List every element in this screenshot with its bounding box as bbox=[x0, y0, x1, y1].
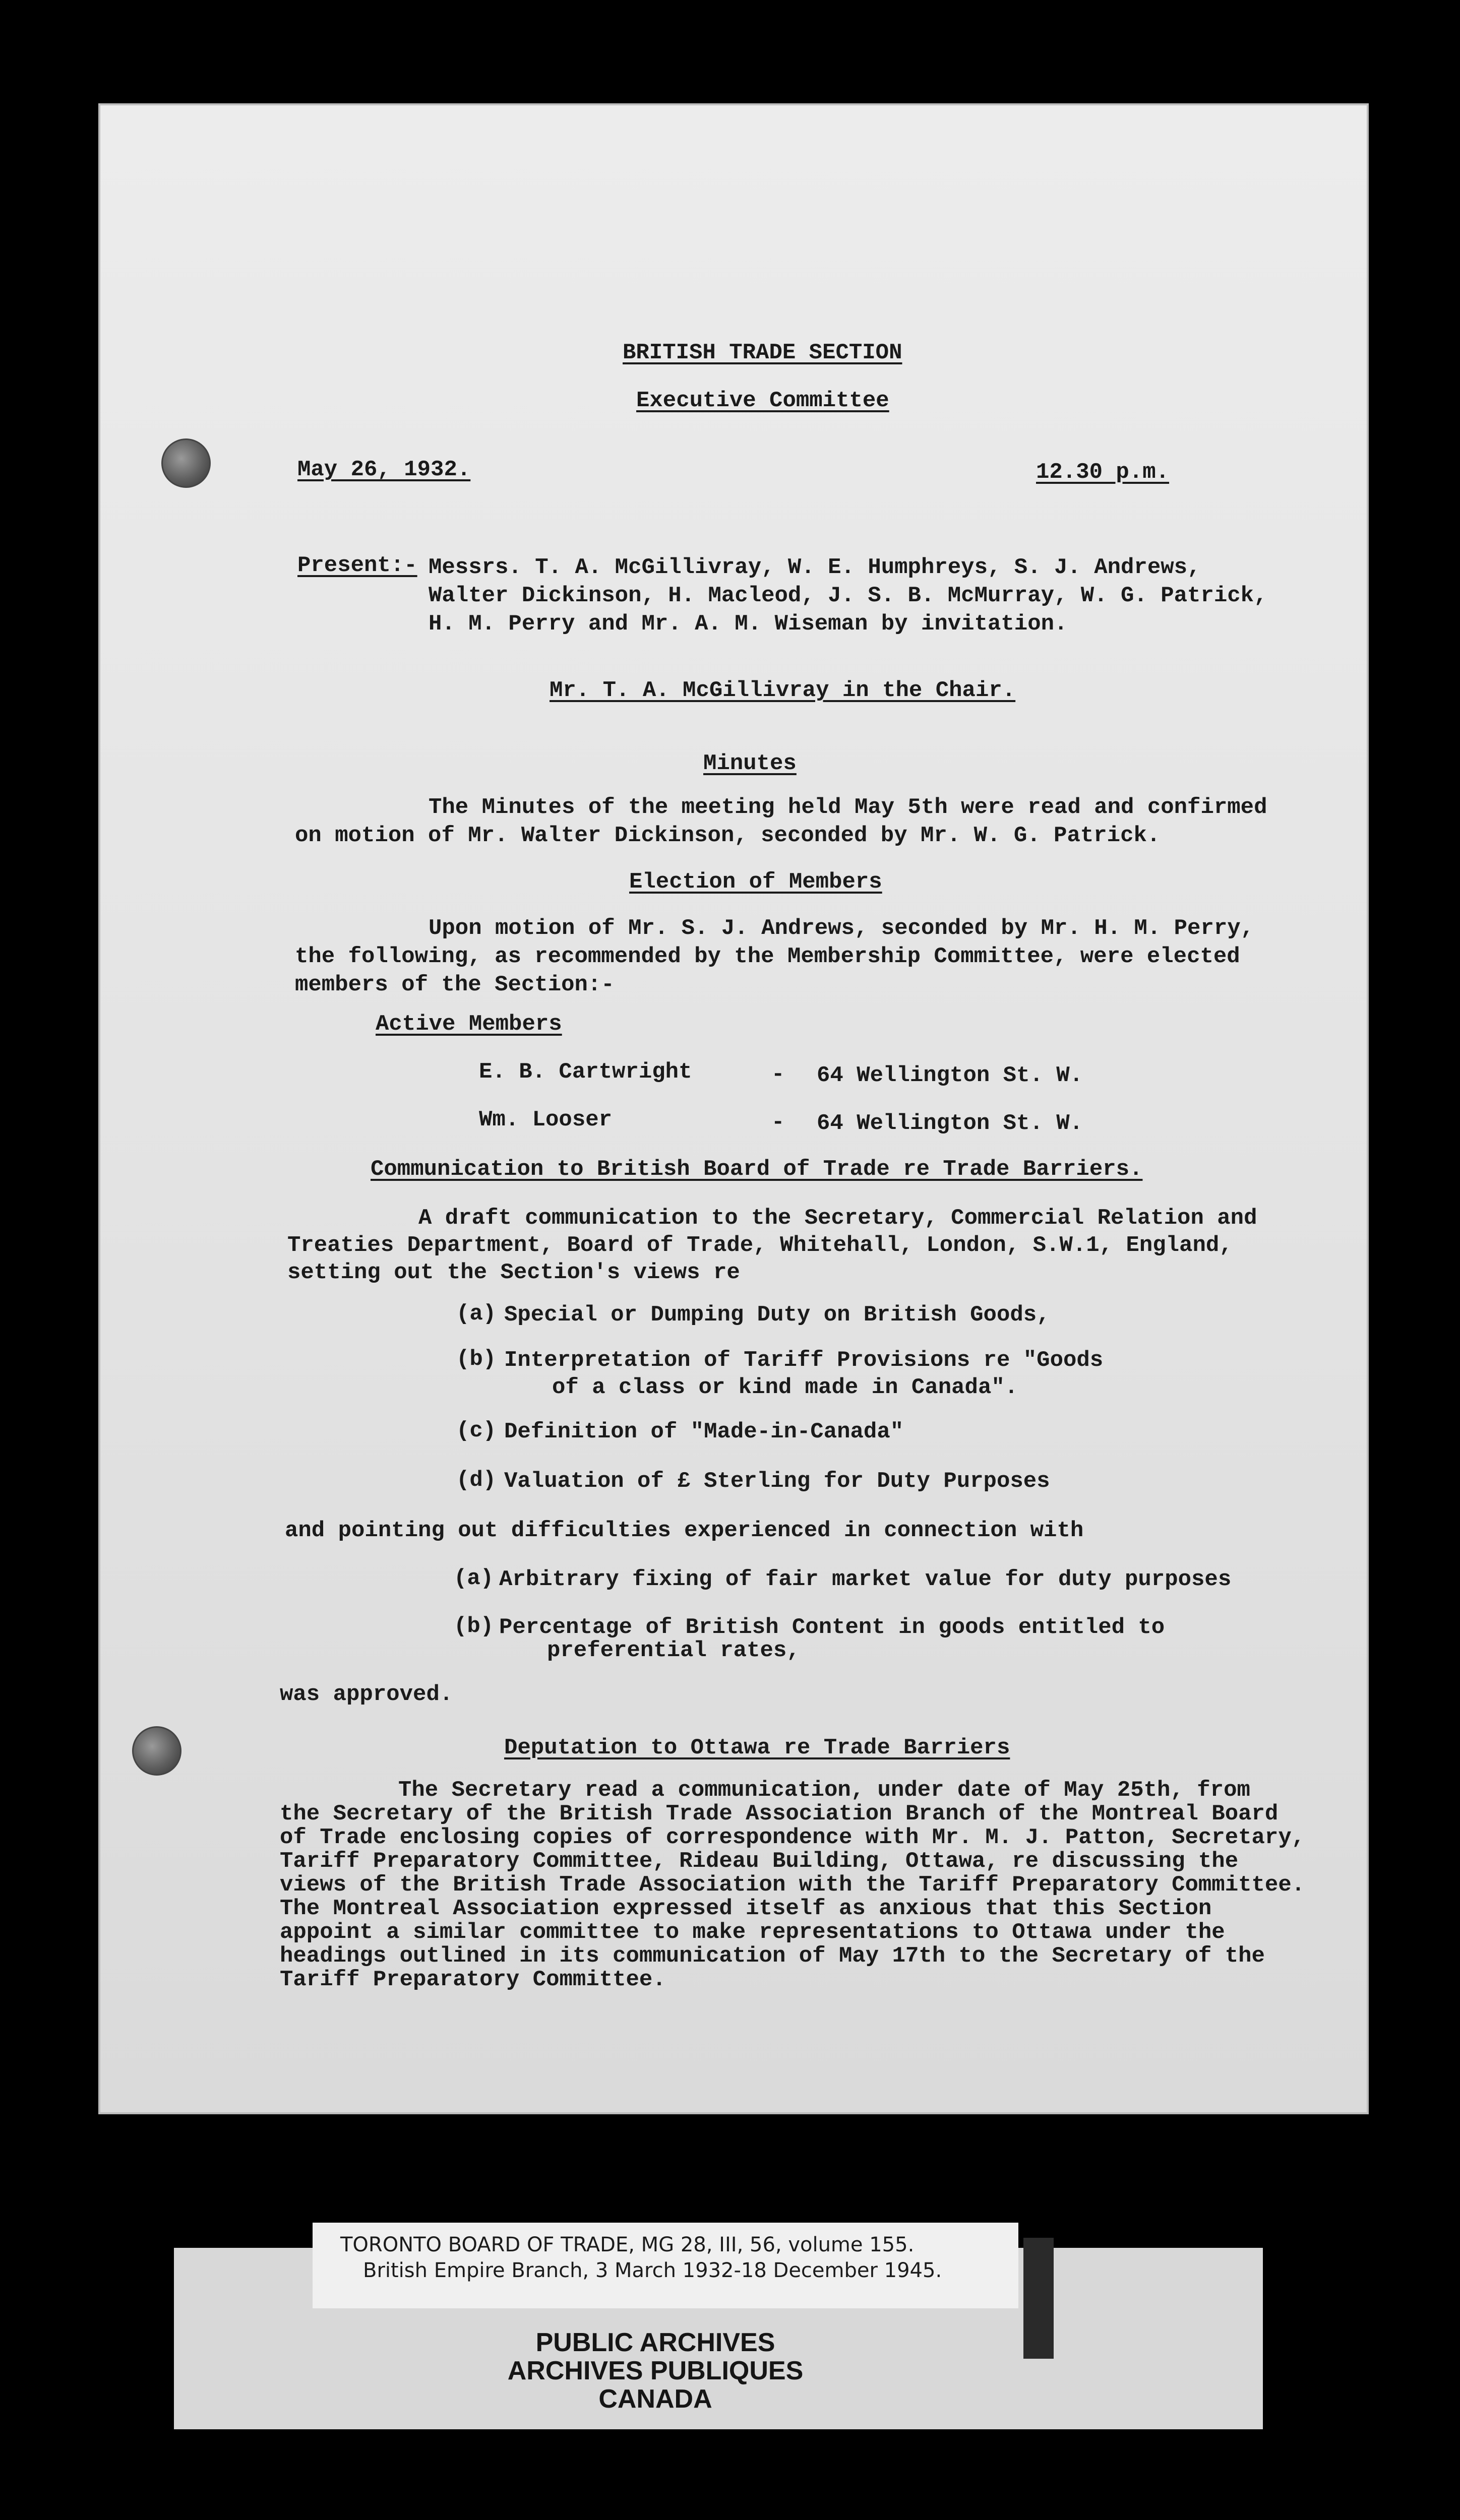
punch-hole bbox=[132, 1726, 181, 1776]
member-address: 64 Wellington St. W. bbox=[817, 1063, 1083, 1088]
deputation-line: the Secretary of the British Trade Association Branch of the Montreal Board bbox=[280, 1801, 1279, 1826]
member-dash: - bbox=[771, 1062, 785, 1087]
punch-hole bbox=[161, 438, 211, 488]
communication-line: setting out the Section's views re bbox=[287, 1260, 740, 1285]
communication-line: Treaties Department, Board of Trade, Whitehall, London, S.W.1, England, bbox=[287, 1233, 1233, 1258]
archive-reference-line: British Empire Branch, 3 March 1932-18 December 1945. bbox=[363, 2259, 942, 2282]
minutes-heading: Minutes bbox=[703, 751, 797, 776]
list-item-text: Arbitrary fixing of fair market value for duty purposes bbox=[499, 1567, 1232, 1592]
present-line: Walter Dickinson, H. Macleod, J. S. B. McMurray, W. G. Patrick, bbox=[429, 583, 1267, 608]
communication-heading: Communication to British Board of Trade re Trade Barriers. bbox=[371, 1157, 1143, 1182]
present-line: H. M. Perry and Mr. A. M. Wiseman by invitation. bbox=[429, 611, 1068, 637]
member-address: 64 Wellington St. W. bbox=[817, 1111, 1083, 1136]
active-members-heading: Active Members bbox=[376, 1012, 562, 1037]
list-item-text: Interpretation of Tariff Provisions re "Goods bbox=[504, 1348, 1104, 1373]
member-dash: - bbox=[771, 1110, 785, 1135]
pointing-out-line: and pointing out difficulties experienced in connection with bbox=[285, 1518, 1084, 1543]
archives-stamp-line: CANADA bbox=[598, 2384, 712, 2414]
list-item-text: Percentage of British Content in goods entitled to bbox=[499, 1615, 1165, 1640]
present-label: Present:- bbox=[297, 553, 417, 578]
list-item-label: (a) bbox=[456, 1301, 497, 1327]
list-item-text: of a class or kind made in Canada". bbox=[552, 1375, 1018, 1400]
chair-heading: Mr. T. A. McGillivray in the Chair. bbox=[550, 678, 1016, 703]
member-name: Wm. Looser bbox=[479, 1107, 613, 1132]
present-line: Messrs. T. A. McGillivray, W. E. Humphreys, S. J. Andrews, bbox=[429, 555, 1201, 580]
deputation-line: The Secretary read a communication, under date of May 25th, from bbox=[398, 1778, 1250, 1803]
list-item-text: Special or Dumping Duty on British Goods, bbox=[504, 1302, 1050, 1328]
meeting-date: May 26, 1932. bbox=[297, 457, 471, 482]
archives-stamp-line: ARCHIVES PUBLIQUES bbox=[507, 2356, 804, 2385]
list-item-label: (a) bbox=[454, 1566, 494, 1591]
deputation-line: Tariff Preparatory Committee, Rideau Building, Ottawa, re discussing the bbox=[280, 1849, 1239, 1874]
deputation-line: of Trade enclosing copies of correspondence with Mr. M. J. Patton, Secretary, bbox=[280, 1825, 1305, 1850]
minutes-line: on motion of Mr. Walter Dickinson, seconded by Mr. W. G. Patrick. bbox=[295, 823, 1161, 848]
deputation-heading: Deputation to Ottawa re Trade Barriers bbox=[504, 1735, 1010, 1760]
deputation-line: The Montreal Association expressed itself as anxious that this Section bbox=[280, 1896, 1212, 1921]
member-name: E. B. Cartwright bbox=[479, 1059, 692, 1085]
meeting-time: 12.30 p.m. bbox=[1036, 460, 1170, 485]
archives-stamp bbox=[262, 2328, 1049, 2413]
list-item-label: (d) bbox=[456, 1468, 497, 1493]
list-item-text: Definition of "Made-in-Canada" bbox=[504, 1419, 904, 1444]
list-item-text: preferential rates, bbox=[547, 1638, 800, 1663]
was-approved-line: was approved. bbox=[280, 1682, 453, 1707]
document-subtitle: Executive Committee bbox=[636, 388, 889, 413]
minutes-line: The Minutes of the meeting held May 5th were read and confirmed bbox=[429, 795, 1267, 820]
list-item-text: Valuation of £ Sterling for Duty Purposes bbox=[504, 1469, 1050, 1494]
document-title: BRITISH TRADE SECTION bbox=[623, 340, 902, 365]
deputation-line: headings outlined in its communication of May 17th to the Secretary of the bbox=[280, 1943, 1265, 1969]
election-line: the following, as recommended by the Membership Committee, were elected bbox=[295, 944, 1240, 969]
list-item-label: (b) bbox=[456, 1347, 497, 1372]
communication-line: A draft communication to the Secretary, Commercial Relation and bbox=[418, 1206, 1257, 1231]
list-item-label: (b) bbox=[454, 1614, 494, 1639]
archives-stamp-line: PUBLIC ARCHIVES bbox=[535, 2328, 775, 2357]
list-item-label: (c) bbox=[456, 1418, 497, 1443]
archive-reference-line: TORONTO BOARD OF TRADE, MG 28, III, 56, volume 155. bbox=[340, 2233, 915, 2256]
election-line: Upon motion of Mr. S. J. Andrews, seconded by Mr. H. M. Perry, bbox=[429, 916, 1254, 941]
deputation-line: Tariff Preparatory Committee. bbox=[280, 1967, 666, 1992]
election-heading: Election of Members bbox=[629, 869, 882, 895]
election-line: members of the Section:- bbox=[295, 972, 615, 997]
deputation-line: views of the British Trade Association with the Tariff Preparatory Committee. bbox=[280, 1872, 1305, 1898]
deputation-line: appoint a similar committee to make representations to Ottawa under the bbox=[280, 1920, 1225, 1945]
